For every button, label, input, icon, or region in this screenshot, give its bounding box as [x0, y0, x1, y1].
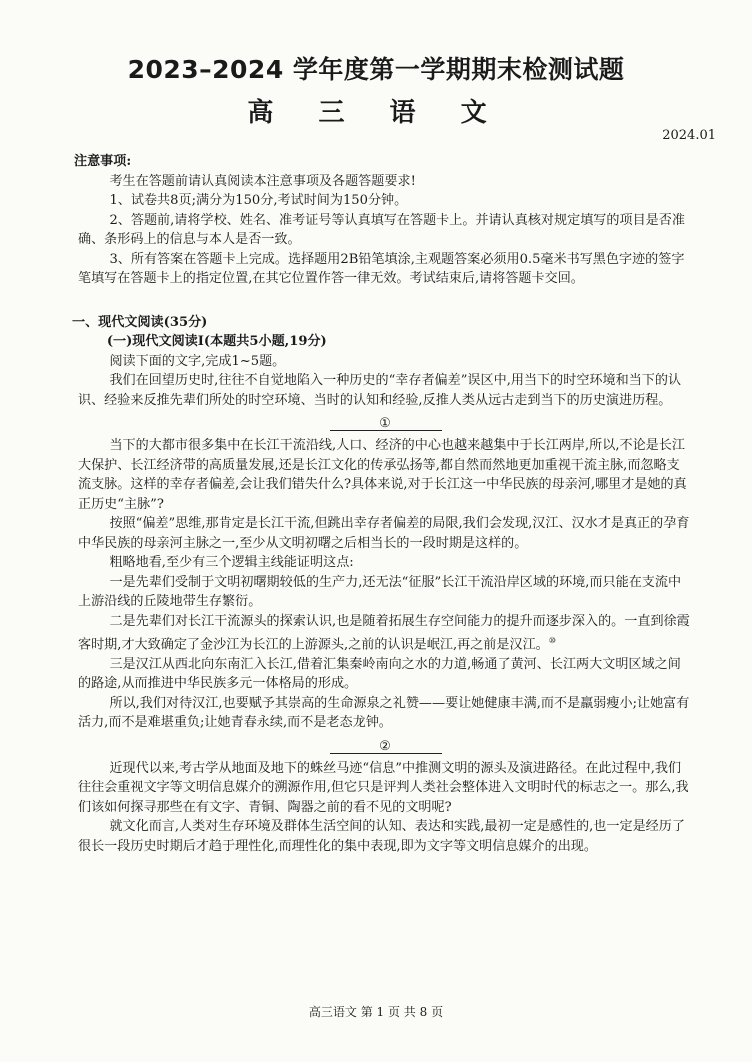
paragraph: 一是先辈们受制于文明初曙期较低的生产力,还无法“征服”长江干流沿岸区域的环境,而只能在支流中上游沿线的丘陵地带生存繁衍。	[78, 574, 682, 609]
footnote-mark: ⑩	[548, 636, 556, 645]
mark-number: ①	[379, 416, 391, 431]
paragraph: 粗略地看,至少有三个逻辑主线能证明这点:	[109, 555, 354, 570]
page-footer: 高三语文 第 1 页 共 8 页	[308, 1005, 444, 1019]
reading-instruction: 阅读下面的文字,完成1~5题。	[109, 353, 286, 369]
section-mark-1	[78, 414, 692, 434]
paragraph: 当下的大都市很多集中在长江干流沿线,人口、经济的中心也越来越集中于长江两岸,所以,不论是长江大保护、长江经济带的高质量发展,还是长江文化的传承弘扬等,都自然而然地更加重视干流主脉,而忽略支流支脉。这样的幸存者偏差,会让我们错失什么?具体来说,对于长江这一中华民族的母亲河,哪里才是她的真正历史“主脉”?	[78, 438, 687, 512]
exam-title: 2023–2024 学年度第一学期期末检测试题	[127, 55, 625, 84]
paragraph: 所以,我们对待汉江,也要赋予其崇高的生命源泉之礼赞——要让她健康丰满,而不是羸弱瘦小;让她富有活力,而不是难堪重负;让她青春永续,而不是老态龙钟。	[78, 695, 690, 731]
section-title: 一、现代文阅读(35分)	[72, 314, 208, 330]
section-subtitle: (一)现代文阅读Ⅰ(本题共5小题,19分)	[106, 334, 327, 349]
paragraph-text: 二是先辈们对长江干流源头的探索认识,也是随着拓展生存空间能力的提升而逐步深入的。一直到徐霞客时期,才大致确定了金沙江为长江的上游源头,之前的认识是岷江,再之前是汉江。	[78, 613, 690, 653]
notice-heading: 注意事项:	[74, 154, 132, 169]
notice-intro: 考生在答题前请认真阅读本注意事项及各题答题要求!	[109, 173, 416, 189]
section-mark-2	[78, 737, 692, 757]
exam-date: 2024.01	[662, 128, 716, 143]
paragraph	[78, 612, 692, 655]
paragraph: 我们在回望历史时,往往不自觉地陷入一种历史的“幸存者偏差”误区中,用当下的时空环境和当下的认识、经验来反推先辈们所处的时空环境、当时的认知和经验,反推人类从远古走到当下的历史演进历程。	[78, 373, 682, 408]
notice-item-3: 3、所有答案在答题卡上完成。选择题用2B铅笔填涂,主观题答案必须用0.5毫米书写黑色字迹的签字笔填写在答题卡上的指定位置,在其它位置作答一律无效。考试结束后,请将答题卡交回。	[78, 251, 685, 286]
exam-body	[72, 152, 692, 856]
mark-number: ②	[379, 738, 391, 754]
paragraph: 就文化而言,人类对生存环境及群体生活空间的认知、表达和实践,最初一定是感性的,也一定是经历了很长一段历史时期后才趋于理性化,而理性化的集中表现,即为文字等文明信息媒介的出现。	[78, 819, 685, 854]
paragraph: 近现代以来,考古学从地面及地下的蛛丝马迹“信息”中推测文明的源头及演进路径。在此过程中,我们往往会重视文字等文明信息媒介的溯源作用,但它只是评判人类社会整体进入文明时代的标志之一。那么,我们该如何探寻那些在有文字、青铜、陶器之前的看不见的文明呢?	[78, 760, 689, 815]
paragraph: 三是汉江从西北向东南汇入长江,借着汇集秦岭南向之水的力道,畅通了黄河、长江两大文明区域之间的路途,从而推进中华民族多元一体格局的形成。	[78, 656, 681, 692]
notice-item-1: 1、试卷共8页;满分为150分,考试时间为150分钟。	[109, 193, 408, 208]
paragraph: 按照“偏差”思维,那肯定是长江干流,但跳出幸存者偏差的局限,我们会发现,汉江、汉水才是真正的孕育中华民族的母亲河主脉之一,至少从文明初曙之后相当长的一段时期是这样的。	[78, 516, 690, 551]
subject-title: 高 三 语 文	[247, 98, 505, 128]
notice-item-2: 2、答题前,请将学校、姓名、准考证号等认真填写在答题卡上。并请认真核对规定填写的项目是否准确、条形码上的信息与本人是否一致。	[78, 212, 685, 247]
